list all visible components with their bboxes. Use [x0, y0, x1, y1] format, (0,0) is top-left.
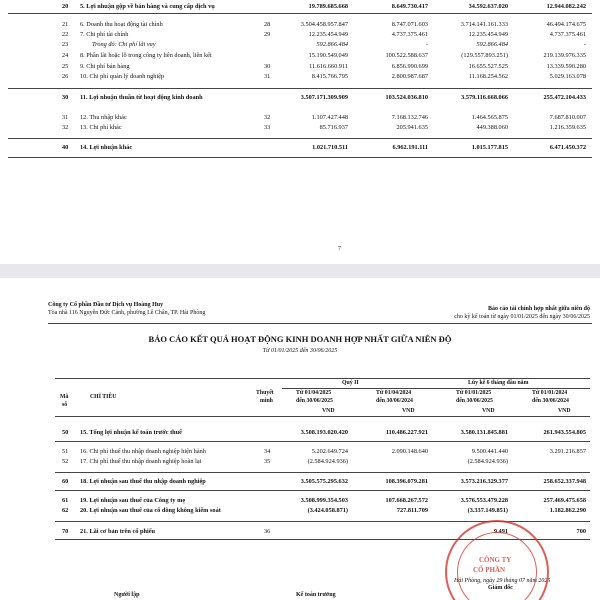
table-row: [0, 507, 600, 516]
row-code: 70: [62, 528, 69, 535]
row-value-6m-2025: (2.584.924.936): [467, 458, 508, 465]
header-top-rule: [55, 378, 590, 379]
row-value-q2-2024: 6.856.990.699: [391, 63, 428, 70]
row-value-6m-2024: 219.139.976.335: [543, 52, 586, 59]
row-value-q2-2024: 6.962.191.111: [392, 144, 428, 151]
row-value-q2-2025: 15.190.549.049: [308, 52, 348, 59]
header-mid-rule: [282, 388, 590, 389]
row-value-6m-2025: 12.235.454.949: [468, 31, 508, 38]
row-label: 12. Thu nhập khác: [80, 114, 127, 121]
row-value-q2-2024: 2.800.987.687: [391, 73, 428, 80]
row-code: 40: [62, 144, 69, 151]
row-value-q2-2024: 727.811.709: [396, 507, 428, 514]
row-label: 14. Lợi nhuận khác: [80, 144, 133, 151]
row-value-q2-2025: 85.716.937: [319, 124, 348, 131]
company-address: Tòa nhà 116 Nguyễn Đức Cảnh, phường Lê Chân, TP. Hải Phòng: [48, 310, 206, 316]
row-value-6m-2025: 1.464.565.875: [471, 114, 508, 121]
row-value-q2-2024: 110.486.227.921: [385, 429, 428, 436]
place-date: Hải Phòng, ngày 29 tháng 07 năm 2025: [454, 578, 551, 584]
row-value-6m-2024: 261.943.554.805: [543, 429, 586, 436]
row-note: 29: [264, 31, 271, 38]
col2-a: Từ 01/04/2024: [376, 390, 412, 396]
row-note: 34: [264, 448, 271, 455]
row-value-6m-2024: 6.471.450.372: [549, 144, 586, 151]
row-value-q2-2025: 1.107.427.448: [311, 114, 348, 121]
col-thuyet-minh-2: minh: [260, 398, 273, 404]
col3-a: Từ 01/01/2025: [456, 390, 492, 396]
row-code: 60: [62, 478, 69, 485]
table-row: [0, 448, 600, 457]
row-label: 9. Chi phí bán hàng: [80, 63, 130, 70]
row-value-6m-2024: -: [583, 41, 586, 48]
table-row: [0, 429, 600, 438]
row-label: 5. Lợi nhuận gộp về bán hàng và cung cấp dịch vụ: [80, 3, 215, 10]
table-row: [0, 63, 600, 72]
row-value-6m-2025: 11.168.254.562: [468, 73, 508, 80]
row-code: 21: [62, 21, 69, 28]
row-note: 31: [264, 73, 271, 80]
row-code: 30: [62, 94, 69, 101]
row-value-6m-2025: (3.337.149.851): [467, 507, 508, 514]
row-note: 30: [264, 63, 271, 70]
col1-a: Từ 01/04/2025: [296, 390, 332, 396]
row-code: 51: [62, 448, 69, 455]
report-page-previous: [0, 0, 600, 264]
group-q2: Quý II: [342, 380, 359, 386]
row-code: 26: [62, 73, 69, 80]
row-label: 19. Lợi nhuận sau thuế của Công ty mẹ: [80, 497, 186, 504]
row-value-q2-2025: 3.507.171.309.909: [300, 94, 348, 101]
table-row: [0, 41, 600, 50]
row-rule: [8, 88, 592, 89]
row-rule: [8, 138, 592, 139]
table-row: [0, 497, 600, 506]
row-value-q2-2024: 2.090.148.640: [391, 448, 428, 455]
report-page-current: [0, 278, 600, 600]
col-ma-so-1: Mã: [60, 394, 69, 400]
row-value-q2-2025: 11.616.660.911: [309, 63, 348, 70]
row-value-6m-2025: 3.573.216.329.377: [460, 478, 508, 485]
header-divider: [48, 323, 592, 324]
row-value-6m-2024: 258.652.337.948: [543, 478, 586, 485]
row-note: 35: [264, 458, 271, 465]
row-value-6m-2024: 1.182.862.290: [549, 507, 586, 514]
col4-b: đến 30/06/2024: [532, 398, 569, 404]
row-value-q2-2025: 3.504.458.957.847: [300, 21, 348, 28]
row-value-q2-2025: 12.235.454.949: [308, 31, 348, 38]
row-value-6m-2025: 34.592.637.020: [468, 3, 508, 10]
signer-director: Giám đốc: [488, 585, 513, 591]
row-rule: [8, 13, 592, 14]
row-value-q2-2024: 100.522.588.637: [385, 52, 428, 59]
row-value-6m-2025: 9.491: [493, 528, 508, 535]
row-value-6m-2025: 3.576.553.479.228: [460, 497, 508, 504]
row-value-q2-2025: 1.021.710.511: [312, 144, 348, 151]
report-title: BÁO CÁO KẾT QUẢ HOẠT ĐỘNG KINH DOANH HỢP NHẤT GIỮA NIÊN ĐỘ: [148, 334, 452, 344]
row-label: 13. Chi phí khác: [80, 124, 122, 131]
row-value-6m-2024: 700: [576, 528, 586, 535]
col4-a: Từ 01/01/2024: [532, 390, 568, 396]
row-label: 6. Doanh thu hoạt động tài chính: [80, 21, 163, 28]
row-label: 21. Lãi cơ bản trên cổ phiếu: [80, 528, 156, 535]
row-label: 8. Phần lãi hoặc lỗ trong công ty liên doanh, liên kết: [80, 52, 212, 59]
row-code: 20: [62, 3, 69, 10]
row-value-6m-2025: 3.580.131.845.881: [460, 429, 508, 436]
row-value-q2-2025: 592.866.484: [316, 41, 348, 48]
row-value-q2-2025: (3.424.058.871): [307, 507, 348, 514]
row-value-q2-2024: 7.168.132.746: [391, 114, 428, 121]
row-label: 20. Lợi nhuận sau thuế của cổ đông không kiểm soát: [80, 507, 221, 514]
col2-b: đến 30/06/2024: [376, 398, 413, 404]
signer-preparer: Người lập: [114, 592, 140, 598]
company-name: Công ty Cổ phần Đầu tư Dịch vụ Hoàng Huy: [48, 302, 164, 308]
row-label: Trong đó: Chi phí lãi vay: [92, 41, 156, 48]
row-value-6m-2025: 1.015.177.815: [471, 144, 508, 151]
row-value-q2-2024: 103.524.036.810: [385, 94, 428, 101]
row-value-6m-2025: 3.714.141.161.333: [460, 21, 508, 28]
col-thuyet-minh-1: Thuyết: [256, 390, 274, 396]
row-label: 11. Lợi nhuận thuần từ hoạt động kinh doanh: [80, 94, 203, 101]
row-value-6m-2025: 592.866.484: [476, 41, 508, 48]
row-code: 32: [62, 124, 69, 131]
row-note: 33: [264, 124, 271, 131]
row-value-6m-2025: 9.500.441.440: [471, 448, 508, 455]
stamp-text-1: CÔNG TY: [479, 556, 512, 564]
table-row: [0, 52, 600, 61]
table-row: [0, 114, 600, 123]
row-rule: [8, 157, 592, 158]
row-code: 52: [62, 458, 69, 465]
row-rule: [55, 441, 590, 442]
row-note: 28: [264, 21, 271, 28]
row-label: 16. Chi phí thuế thu nhập doanh nghiệp hiện hành: [80, 448, 206, 455]
row-label: 17. Chi phí thuế thu nhập doanh nghiệp hoãn lại: [80, 458, 202, 465]
row-code: 23: [62, 41, 69, 48]
row-value-6m-2025: 449.388.060: [476, 124, 508, 131]
row-value-q2-2024: 8.747.071.603: [391, 21, 428, 28]
row-value-q2-2025: 8.415.766.795: [311, 73, 348, 80]
row-label: 10. Chi phí quản lý doanh nghiệp: [80, 73, 165, 80]
row-value-q2-2025: 5.202.649.724: [311, 448, 348, 455]
row-rule: [55, 490, 590, 491]
table-row: [0, 3, 600, 12]
row-value-6m-2025: 16.655.527.525: [468, 63, 508, 70]
unit-col4: VND: [558, 408, 571, 414]
col1-b: đến 30/06/2025: [296, 398, 333, 404]
col-chi-tieu: CHỈ TIÊU: [90, 394, 117, 400]
row-value-q2-2025: 3.508.193.020.420: [300, 429, 348, 436]
row-code: 31: [62, 114, 69, 121]
row-value-q2-2024: 8.649.730.417: [391, 3, 428, 10]
row-value-6m-2024: 5.029.163.078: [549, 73, 586, 80]
row-label: 7. Chi phí tài chính: [80, 31, 129, 38]
page-number: 7: [338, 246, 341, 252]
row-value-q2-2025: (2.584.924.936): [307, 458, 348, 465]
table-row: [0, 94, 600, 103]
row-value-q2-2024: 205.941.635: [396, 124, 428, 131]
row-value-6m-2024: 7.687.810.007: [549, 114, 586, 121]
table-row: [0, 73, 600, 82]
row-note: 36: [264, 528, 271, 535]
stamp-text-2: CỔ PHẦN: [473, 566, 506, 574]
row-code: 50: [62, 429, 69, 436]
row-value-q2-2025: 3.508.999.354.503: [300, 497, 348, 504]
row-rule: [55, 472, 590, 473]
row-value-6m-2024: 12.944.082.242: [546, 3, 586, 10]
report-type: Báo cáo tài chính hợp nhất giữa niên độ: [488, 306, 590, 312]
row-value-6m-2024: 257.469.475.658: [543, 497, 586, 504]
col-ma-so-2: số: [62, 402, 68, 408]
row-code: 62: [62, 507, 69, 514]
row-value-6m-2024: 4.737.375.461: [549, 31, 586, 38]
table-row: [0, 458, 600, 467]
row-value-6m-2024: 46.494.174.675: [546, 21, 586, 28]
signer-accountant: Kế toán trưởng: [296, 592, 336, 598]
report-period: cho kỳ kế toán từ ngày 01/01/2025 đến ngày 30/06/2025: [454, 314, 590, 320]
unit-col1: VND: [322, 408, 335, 414]
row-code: 22: [62, 31, 69, 38]
row-value-q2-2024: -: [425, 41, 428, 48]
table-row: [0, 124, 600, 133]
group-6-months: Lũy kế 6 tháng đầu năm: [468, 380, 529, 386]
header-bottom-rule: [55, 416, 590, 417]
row-value-6m-2024: 255.472.104.433: [543, 94, 586, 101]
row-value-6m-2024: 3.291.216.857: [549, 448, 586, 455]
table-row: [0, 144, 600, 153]
table-row: [0, 21, 600, 30]
unit-col3: VND: [482, 408, 495, 414]
table-row: [0, 478, 600, 487]
row-note: 32: [264, 114, 271, 121]
row-code: 25: [62, 63, 69, 70]
report-subtitle: Từ 01/01/2025 đến 30/06/2025: [262, 348, 338, 354]
row-label: 18. Lợi nhuận sau thuế thu nhập doanh nghiệp: [80, 478, 206, 485]
unit-col2: VND: [402, 408, 415, 414]
row-code: 61: [62, 497, 69, 504]
row-value-6m-2025: 3.579.116.668.066: [461, 94, 508, 101]
row-value-6m-2024: 1.216.359.635: [549, 124, 586, 131]
row-value-q2-2024: 4.737.375.461: [391, 31, 428, 38]
row-value-6m-2025: (129.557.893.251): [461, 52, 508, 59]
table-row: [0, 31, 600, 40]
row-value-q2-2024: 107.668.267.572: [385, 497, 428, 504]
row-value-q2-2025: 3.505.575.295.632: [300, 478, 348, 485]
row-value-6m-2024: 13.339.590.280: [546, 63, 586, 70]
row-code: 24: [62, 52, 69, 59]
row-label: 15. Tổng lợi nhuận kế toán trước thuế: [80, 429, 182, 436]
row-value-q2-2024: 108.396.079.281: [385, 478, 428, 485]
row-value-q2-2025: 19.789.685.668: [308, 3, 348, 10]
col3-b: đến 30/06/2025: [456, 398, 493, 404]
